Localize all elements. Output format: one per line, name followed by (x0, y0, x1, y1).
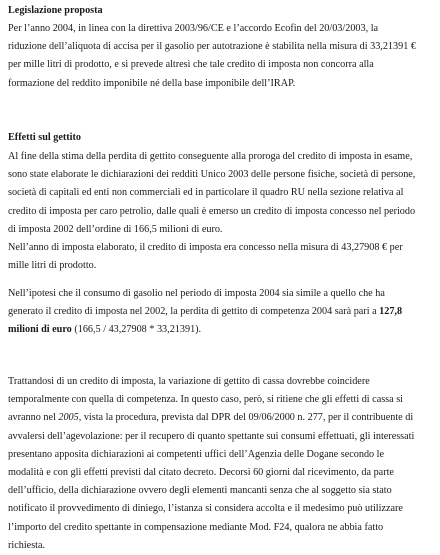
text-line: avvalersi dell’agevolazione: per il recupero di quanto spettante sui consumi effettuati, gli interessati (8, 430, 415, 442)
section-heading-legislazione: Legislazione proposta (8, 5, 103, 16)
text-line: riduzione dell’aliquota di accisa per il gasolio per autotrazione è stabilita nella misura di 33,21391 € (8, 41, 416, 53)
text-line: presentano apposita dichiarazioni ai competenti uffici dell’Agenzia delle Dogane secondo le (8, 448, 385, 460)
text-line: notificato il provvedimento di diniego, l’istanza si considera accolta e il medesimo può utilizzare (8, 503, 403, 515)
text-line: dell’ufficio, della dichiarazione ovvero degli elementi mancanti senza che al soggetto sia stato (8, 485, 392, 497)
text-line (8, 303, 432, 321)
text-segment: , vista la procedura, prevista dal DPR del 09/06/2000 n. 277, per il contribuente di (78, 412, 414, 424)
text-line: l’importo del credito spettante in compensazione mediante Mod. F24, qualora ne abbia fatto (8, 521, 384, 533)
text-line: richiesta. (8, 539, 46, 551)
paragraph-stima (8, 148, 432, 239)
text-line: mille litri di prodotto. (8, 260, 97, 272)
text-line: Per l’anno 2004, in linea con la direttiva 2003/96/CE e l’accordo Ecofin del 20/03/2003, la (8, 23, 379, 34)
italic-year: 2005 (58, 412, 79, 424)
paragraph-misura (8, 239, 432, 275)
bold-unit: milioni di euro (8, 324, 72, 336)
text-segment: (166,5 / 43,27908 * 33,21391). (71, 324, 202, 336)
text-line: per mille litri di prodotto, e si prevede altresì che tale credito di imposta non concorra alla (8, 59, 374, 71)
paragraph-ipotesi (8, 285, 432, 340)
text-line: di imposta 2002 dell’ordine di 166,5 milioni di euro. (8, 223, 223, 235)
paragraph-legislazione (8, 20, 432, 93)
text-line: Al fine della stima della perdita di gettito conseguente alla proroga del credito di imposta in esame, (8, 151, 413, 162)
section-heading-effetti: Effetti sul gettito (8, 132, 81, 143)
text-line (8, 409, 432, 427)
text-line (8, 321, 432, 339)
text-line: sono state elaborate le dichiarazioni dei redditi Unico 2003 delle persone fisiche, società di persone, (8, 169, 416, 181)
text-segment: generato il credito di imposta nel 2002, la perdita di gettito di competenza 2004 sarà pari a (8, 306, 380, 318)
text-line: formazione del reddito imponibile né della base imponibile dell’IRAP. (8, 77, 296, 89)
text-line: Nell’anno di imposta elaborato, il credito di imposta era concesso nella misura di 43,27908 € per (8, 242, 403, 253)
bold-amount: 127,8 (379, 306, 403, 318)
text-line: credito di imposta per caro petrolio, dalle quali è emerso un credito di imposta concesso nel periodo (8, 205, 416, 217)
text-segment: avranno nel (8, 412, 59, 424)
text-line: temporalmente con quella di competenza. In questo caso, però, si ritiene che gli effetti di cassa si (8, 394, 404, 406)
paragraph-cassa (8, 373, 432, 555)
text-line: Nell’ipotesi che il consumo di gasolio nel periodo di imposta 2004 sia simile a quello che ha (8, 288, 385, 299)
text-line: società di capitali ed enti non commerciali ed in particolare il quadro RU nella sezione relativa al (8, 187, 404, 199)
text-line: modalità e con gli effetti previsti dal citato decreto. Decorsi 60 giorni dal ricevimento, da parte (8, 466, 394, 478)
text-line: Trattandosi di un credito di imposta, la variazione di gettito di cassa dovrebbe coincidere (8, 376, 370, 387)
